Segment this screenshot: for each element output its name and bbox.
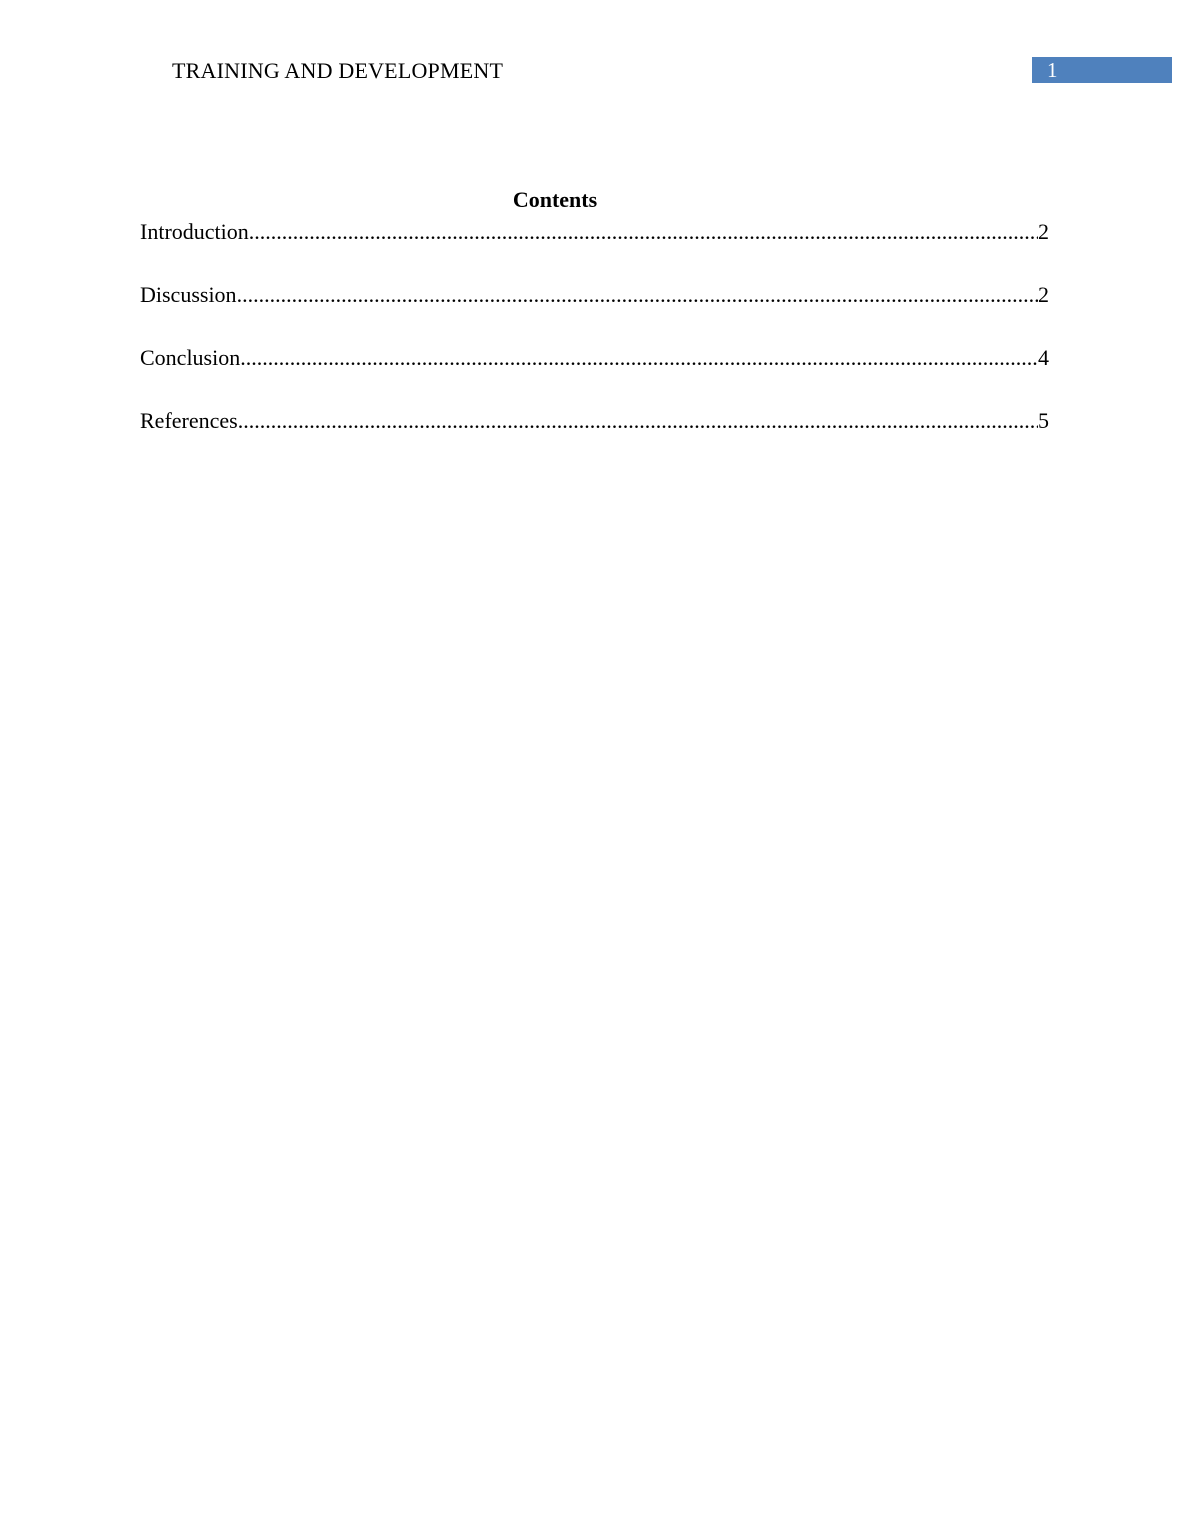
- toc-entry-label[interactable]: Discussion: [140, 282, 237, 307]
- toc-heading: Contents: [512, 187, 598, 212]
- toc-entry-conclusion[interactable]: [140, 344, 1049, 372]
- toc-entry-page: 2: [1038, 219, 1049, 244]
- toc-dot-leader: [238, 407, 1038, 435]
- toc-entry-label[interactable]: Conclusion: [140, 345, 241, 370]
- toc-entry-references[interactable]: [140, 407, 1049, 435]
- toc-entry-introduction[interactable]: [140, 218, 1049, 246]
- running-head: TRAINING AND DEVELOPMENT: [172, 58, 504, 83]
- table-of-contents: [140, 218, 1049, 470]
- toc-dot-leader: [249, 218, 1038, 246]
- toc-entry-page: 5: [1038, 408, 1049, 433]
- toc-entry-discussion[interactable]: [140, 281, 1049, 309]
- toc-entry-label[interactable]: Introduction: [140, 219, 249, 244]
- toc-dot-leader: [237, 281, 1038, 309]
- toc-entry-page: 2: [1038, 282, 1049, 307]
- toc-dot-leader: [240, 344, 1038, 372]
- page-number-box: 1: [1032, 57, 1172, 83]
- toc-entry-label[interactable]: References: [140, 408, 238, 433]
- toc-entry-page: 4: [1038, 345, 1049, 370]
